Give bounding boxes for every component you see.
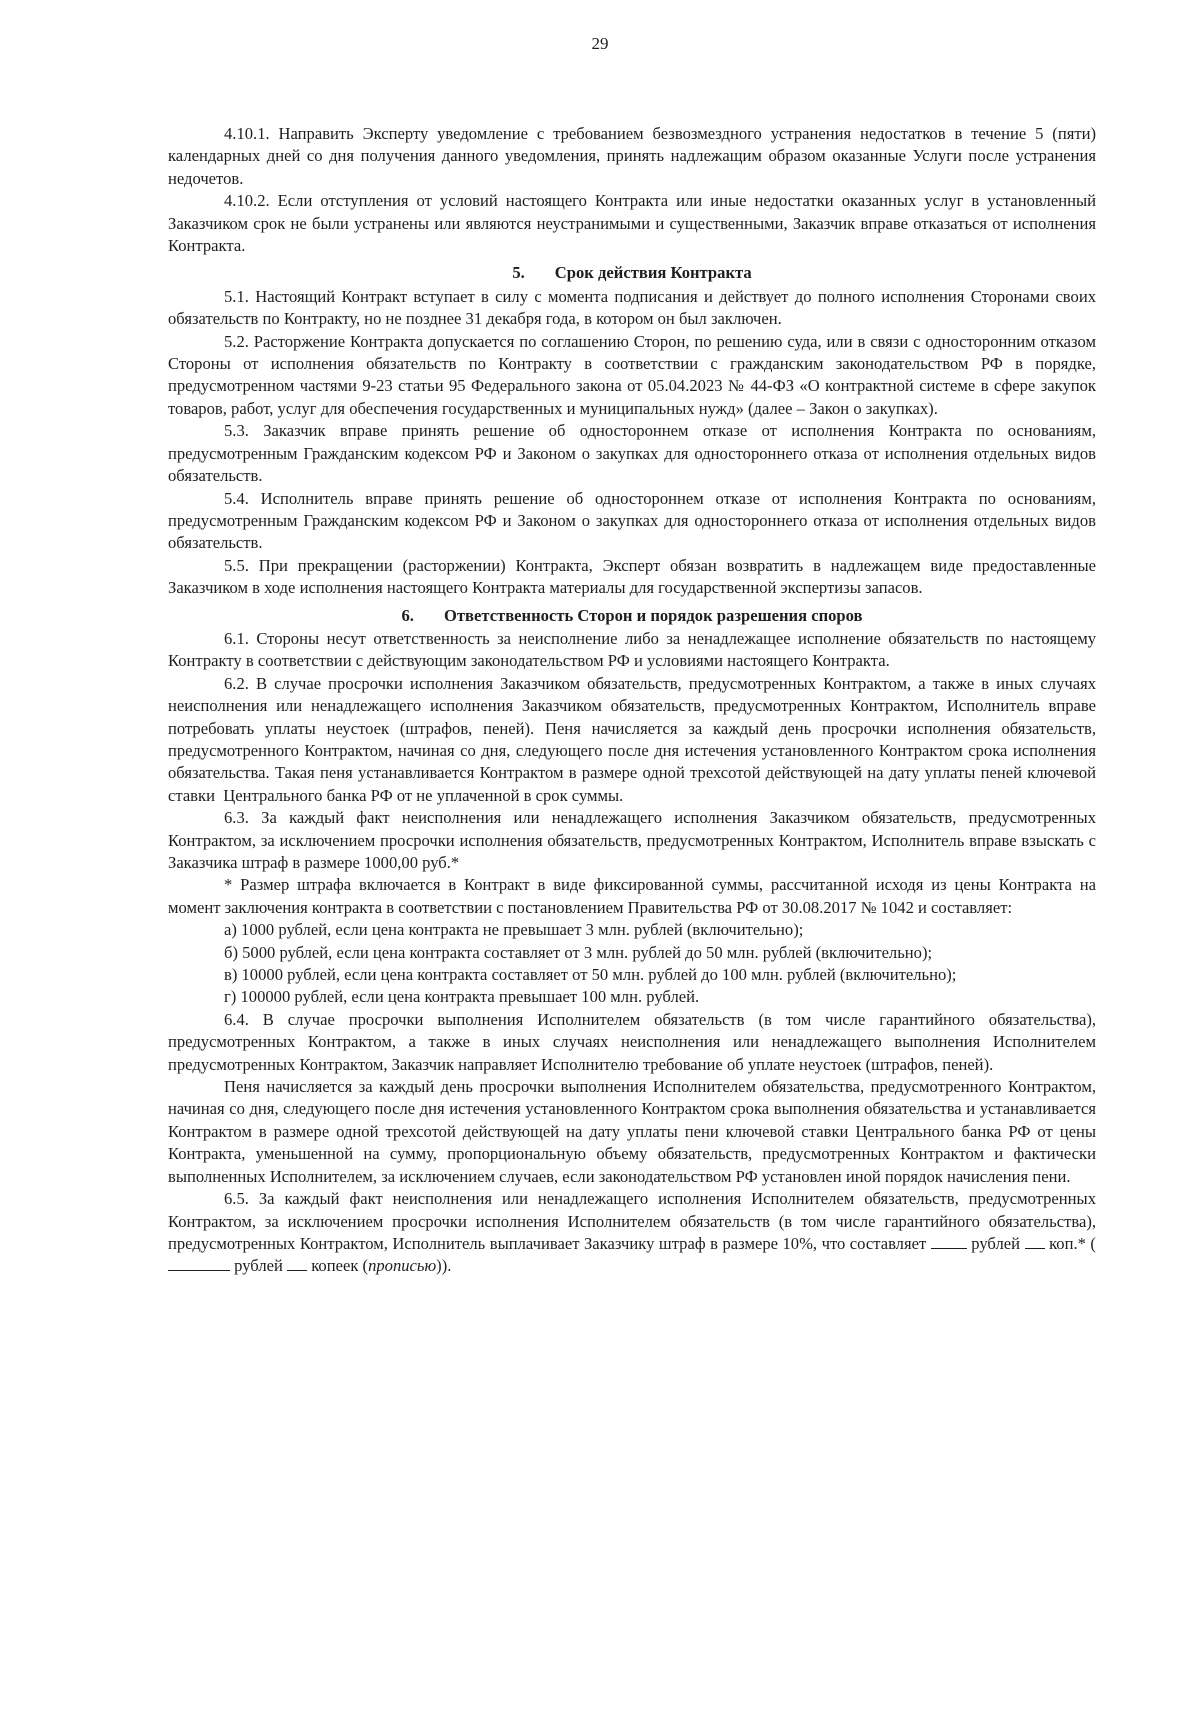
in-words-hint: прописью bbox=[368, 1256, 437, 1276]
clause-6-2: 6.2. В случае просрочки исполнения Заказчиком обязательств, предусмотренных Контрактом, а также в иных случаях неисполнения или ненадлежащего исполнения Заказчиком обязательств, предусмотренных Контрактом, Исполнитель вправе потребовать уплаты неустоек (штрафов, пеней). Пеня начисляется за каждый день просрочки исполнения обязательств, предусмотренного Контрактом, начиная со дня, следующего после дня истечения установленного Контрактом срока исполнения обязательства. Такая пеня устанавливается Контрактом в размере одной трехсотой действующей на дату уплаты пеней ключевой ставки Центрального банка РФ от не уплаченной в срок суммы. bbox=[168, 673, 1101, 805]
clause-6-4-penalty: Пеня начисляется за каждый день просрочки выполнения Исполнителем обязательства, предусмотренного Контрактом, начиная со дня, следующего после дня истечения установленного Контрактом срока выполнения обязательства и устанавливается Контрактом в размере одной трехсотой действующей на дату уплаты пени ключевой ставки Центрального банка РФ от цены Контракта, уменьшенной на сумму, пропорциональную объему обязательств, предусмотренных Контрактом и фактически выполненных Исполнителем, за исключением случаев, если законодательством РФ установлен иной порядок начисления пени. bbox=[168, 1077, 1101, 1186]
section-5-number: 5. bbox=[512, 263, 525, 283]
clause-4-10-2: 4.10.2. Если отступления от условий настоящего Контракта или иные недостатки оказанных услуг в установленный Заказчиком срок не были устранены или являются неустранимыми и существенными, Заказчик вправе отказаться от исполнения Контракта. bbox=[168, 191, 1101, 256]
kopecks-label: коп.* ( bbox=[1049, 1233, 1096, 1253]
footnote-fine-size: * Размер штрафа включается в Контракт в виде фиксированной суммы, рассчитанной исходя из цены Контракта на момент заключения контракта в соответствии с постановлением Правительства РФ от 30.08.2017 № 1042 и составляет: bbox=[168, 875, 1101, 917]
clause-5-2: 5.2. Расторжение Контракта допускается по соглашению Сторон, по решению суда, или в связи с односторонним отказом Стороны от исполнения обязательств по Контракту в соответствии с гражданским законодательством РФ в порядке, предусмотренном частями 9-23 статьи 95 Федерального закона от 05.04.2023 № 44-ФЗ «О контрактной системе в сфере закупок товаров, работ, услуг для обеспечения государственных и муниципальных нужд» (далее – Закон о закупках). bbox=[168, 331, 1101, 418]
list-item-a: а) 1000 рублей, если цена контракта не превышает 3 млн. рублей (включительно); bbox=[224, 920, 804, 940]
section-6-heading bbox=[168, 605, 1096, 627]
rubles-label: рублей bbox=[971, 1233, 1020, 1253]
amount-words-rubles-blank bbox=[168, 1256, 230, 1271]
clause-5-1: 5.1. Настоящий Контракт вступает в силу с момента подписания и действует до полного исполнения Сторонами своих обязательств по Контракту, но не позднее 31 декабря года, в котором он был заключен. bbox=[168, 286, 1101, 329]
section-6-number: 6. bbox=[401, 605, 414, 625]
clause-5-5: 5.5. При прекращении (расторжении) Контракта, Эксперт обязан возвратить в надлежащем виде предоставленные Заказчиком в ходе исполнения настоящего Контракта материалы для государственной экспертизы запасов. bbox=[168, 555, 1101, 598]
section-6-title: Ответственность Сторон и порядок разрешения споров bbox=[443, 605, 863, 625]
section-5-heading bbox=[168, 262, 1096, 284]
clause-5-4: 5.4. Исполнитель вправе принять решение об одностороннем отказе от исполнения Контракта по основаниям, предусмотренным Гражданским кодексом РФ и Законом о закупках для одностороннего отказа от исполнения отдельных видов обязательств. bbox=[168, 488, 1101, 553]
list-item-b: б) 5000 рублей, если цена контракта составляет от 3 млн. рублей до 50 млн. рублей (включительно); bbox=[224, 942, 933, 962]
list-item-d: г) 100000 рублей, если цена контракта превышает 100 млн. рублей. bbox=[224, 987, 700, 1007]
clause-6-3: 6.3. За каждый факт неисполнения или ненадлежащего исполнения Заказчиком обязательств, предусмотренных Контрактом, за исключением просрочки исполнения обязательств, предусмотренных Контрактом, Исполнитель вправе взыскать с Заказчика штраф в размере 1000,00 руб.* bbox=[168, 808, 1101, 872]
clause-6-5-closing: )). bbox=[436, 1256, 452, 1276]
section-5-title: Срок действия Контракта bbox=[554, 263, 752, 283]
clause-5-3: 5.3. Заказчик вправе принять решение об одностороннем отказе от исполнения Контракта по основаниям, предусмотренным Гражданским кодексом РФ и Законом о закупках для одностороннего отказа от исполнения отдельных видов обязательств. bbox=[168, 421, 1101, 486]
kopecks-words-label: копеек ( bbox=[311, 1256, 369, 1276]
amount-words-kopecks-blank bbox=[287, 1256, 307, 1271]
clause-6-4: 6.4. В случае просрочки выполнения Исполнителем обязательств (в том числе гарантийного обязательства), предусмотренных Контрактом, а также в иных случаях неисполнения или ненадлежащего выполнения Исполнителем предусмотренных Контрактом, Заказчик направляет Исполнителю требование об уплате неустоек (штрафов, пеней). bbox=[168, 1009, 1101, 1074]
amount-rubles-blank bbox=[931, 1234, 967, 1249]
rubles-words-label: рублей bbox=[234, 1256, 283, 1276]
list-item-c: в) 10000 рублей, если цена контракта составляет от 50 млн. рублей до 100 млн. рублей (включительно); bbox=[224, 965, 957, 985]
clause-4-10-1: 4.10.1. Направить Эксперту уведомление с требованием безвозмездного устранения недостатков в течение 5 (пяти) календарных дней со дня получения данного уведомления, принять надлежащим образом оказанные Услуги после устранения недочетов. bbox=[168, 124, 1101, 188]
clause-6-5-text: 6.5. За каждый факт неисполнения или ненадлежащего исполнения Исполнителем обязательств, предусмотренных Контрактом, за исключением просрочки исполнения Исполнителем обязательств (в том числе гарантийного обязательства), предусмотренных Контрактом, Исполнитель выплачивает Заказчику штраф в размере 10%, что составляет bbox=[168, 1189, 1101, 1253]
clause-6-1: 6.1. Стороны несут ответственность за неисполнение либо за ненадлежащее исполнение обязательств по настоящему Контракту в соответствии с действующим законодательством РФ и условиями настоящего Контракта. bbox=[168, 628, 1101, 671]
clause-6-5 bbox=[168, 1188, 1101, 1278]
document-body bbox=[168, 123, 1101, 1278]
page-number: 29 bbox=[591, 34, 609, 53]
amount-kopecks-blank bbox=[1025, 1234, 1045, 1249]
